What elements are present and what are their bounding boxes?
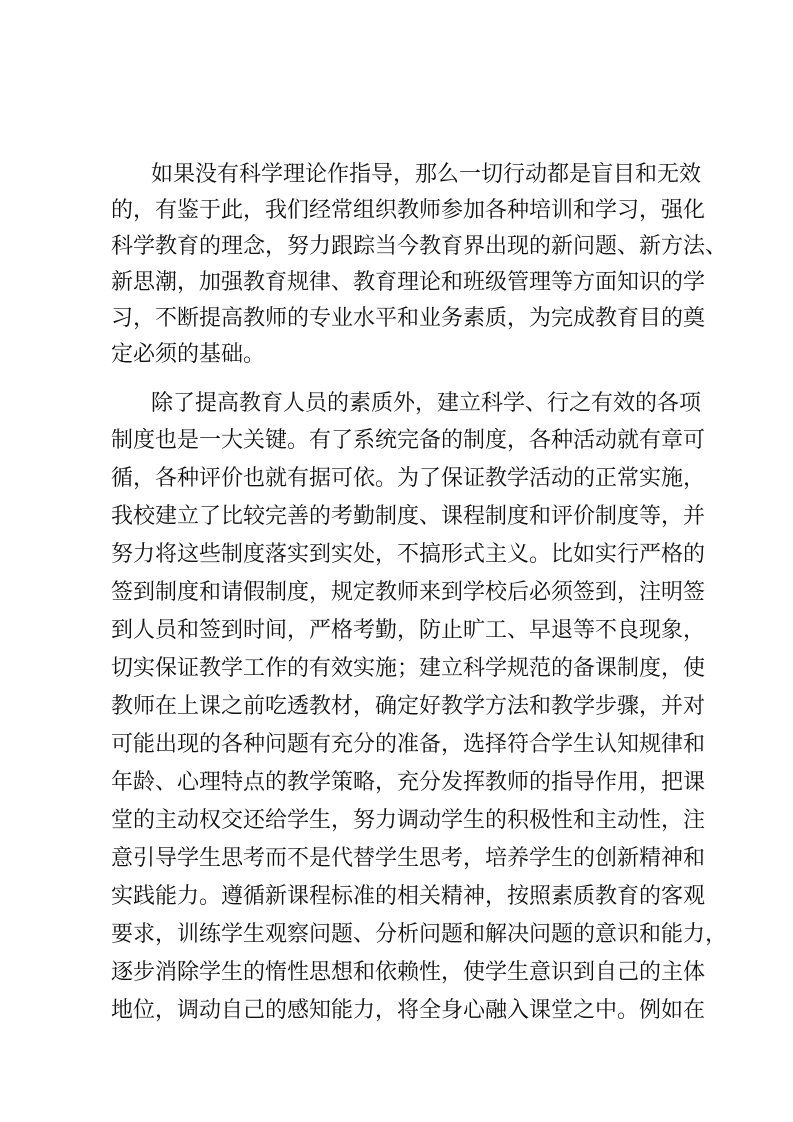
paragraph-2-line-17: 地位，调动自己的感知能力，将全身心融入课堂之中。例如在 xyxy=(111,998,706,1023)
paragraph-2-line-2: 制度也是一大关键。有了系统完备的制度，各种活动就有章可 xyxy=(111,428,706,453)
paragraph-2-line-7: 到人员和签到时间，严格考勤，防止旷工、早退等不良现象， xyxy=(111,618,706,643)
paragraph-2-line-9: 教师在上课之前吃透教材，确定好教学方法和教学步骤，并对 xyxy=(111,694,706,719)
paragraph-2-line-16: 逐步消除学生的惰性思想和依赖性，使学生意识到自己的主体 xyxy=(111,960,706,985)
paragraph-1-line-6: 定必须的基础。 xyxy=(111,342,266,367)
paragraph-2-line-1: 除了提高教育人员的素质外，建立科学、行之有效的各项 xyxy=(151,391,702,416)
paragraph-2-line-4: 我校建立了比较完善的考勤制度、课程制度和评价制度等，并 xyxy=(111,504,706,529)
paragraph-2-line-11: 年龄、心理特点的教学策略，充分发挥教师的指导作用，把课 xyxy=(111,770,706,795)
paragraph-2-line-12: 堂的主动权交还给学生，努力调动学生的积极性和主动性，注 xyxy=(111,808,706,833)
paragraph-1-line-1: 如果没有科学理论作指导，那么一切行动都是盲目和无效 xyxy=(151,162,702,187)
paragraph-1-line-2: 的，有鉴于此，我们经常组织教师参加各种培训和学习，强化 xyxy=(111,198,706,223)
paragraph-2-line-8: 切实保证教学工作的有效实施；建立科学规范的备课制度，使 xyxy=(111,656,706,681)
paragraph-1-line-3: 科学教育的理念，努力跟踪当今教育界出现的新问题、新方法、 xyxy=(111,234,728,259)
paragraph-1-line-4: 新思潮，加强教育规律、教育理论和班级管理等方面知识的学 xyxy=(111,270,706,295)
paragraph-2-line-13: 意引导学生思考而不是代替学生思考，培养学生的创新精神和 xyxy=(111,846,706,871)
paragraph-2-line-15: 要求，训练学生观察问题、分析问题和解决问题的意识和能力， xyxy=(111,922,728,947)
paragraph-2-line-3: 循，各种评价也就有据可依。为了保证教学活动的正常实施， xyxy=(111,466,706,491)
paragraph-2-line-14: 实践能力。遵循新课程标准的相关精神，按照素质教育的客观 xyxy=(111,884,706,909)
paragraph-2-line-6: 签到制度和请假制度，规定教师来到学校后必须签到，注明签 xyxy=(111,580,706,605)
paragraph-1-line-5: 习，不断提高教师的专业水平和业务素质，为完成教育目的奠 xyxy=(111,306,706,331)
paragraph-2-line-5: 努力将这些制度落实到实处，不搞形式主义。比如实行严格的 xyxy=(111,542,706,567)
paragraph-2-line-10: 可能出现的各种问题有充分的准备，选择符合学生认知规律和 xyxy=(111,732,706,757)
